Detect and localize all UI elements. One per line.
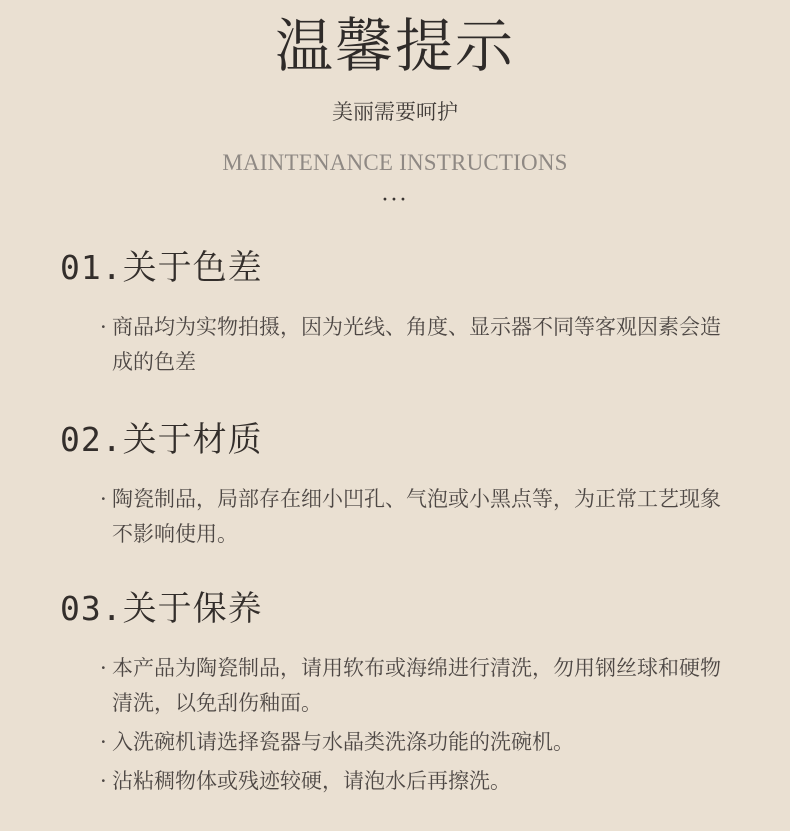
english-subtitle: MAINTENANCE INSTRUCTIONS [222, 150, 568, 175]
bullet-item: · 陶瓷制品，局部存在细小凹孔、气泡或小黑点等，为正常工艺现象不影响使用。 [100, 482, 722, 552]
bullet-item: · 商品均为实物拍摄，因为光线、角度、显示器不同等客观因素会造成的色差 [100, 310, 722, 380]
bullet-item: · 本产品为陶瓷制品，请用软布或海绵进行清洗，勿用钢丝球和硬物清洗，以免刮伤釉面。 [100, 651, 722, 721]
bullet-item: · 沾粘稠物体或残迹较硬，请泡水后再擦洗。 [100, 764, 722, 799]
section-heading: 关于色差 [122, 248, 263, 288]
section-title [60, 587, 740, 631]
section-heading: 关于材质 [122, 420, 263, 460]
section-number: 03. [60, 589, 123, 628]
page-subtitle: 美丽需要呵护 [332, 100, 458, 124]
ellipsis-divider: ··· [381, 188, 409, 213]
section-maintenance [60, 587, 740, 799]
section-color-difference [60, 246, 740, 380]
section-material [60, 418, 740, 552]
page-title: 温馨提示 [274, 12, 515, 80]
section-number: 02. [60, 420, 123, 459]
section-heading: 关于保养 [122, 589, 263, 629]
section-title [60, 246, 740, 290]
section-number: 01. [60, 248, 123, 287]
bullet-item: · 入洗碗机请选择瓷器与水晶类洗涤功能的洗碗机。 [100, 725, 722, 760]
section-title [60, 418, 740, 462]
